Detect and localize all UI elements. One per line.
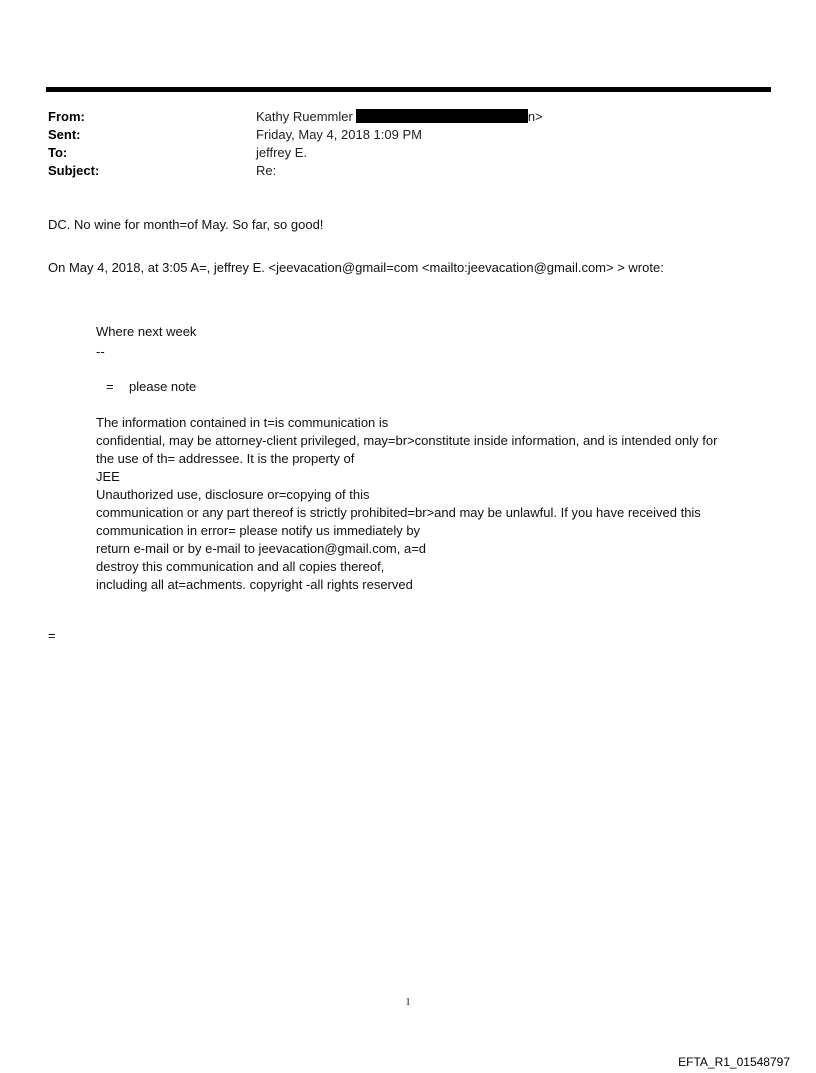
note-line — [96, 378, 776, 396]
note-equals: = — [106, 379, 114, 394]
email-header — [48, 108, 748, 180]
disclaimer-line: return e-mail or by e-mail to jeevacation@gmail.com, a=d — [96, 541, 427, 556]
disclaimer-line: JEE — [96, 469, 120, 484]
note-text: please note — [129, 379, 197, 394]
message-body-line: DC. No wine for month=of May. So far, so good! — [48, 217, 324, 232]
from-row — [48, 108, 748, 126]
bates-number: EFTA_R1_01548797 — [678, 1055, 790, 1069]
to-row — [48, 144, 748, 162]
sent-label: Sent: — [48, 127, 81, 142]
subject-value: Re: — [256, 163, 277, 178]
disclaimer-line: The information contained in t=is communication is — [96, 415, 389, 430]
reply-attribution: On May 4, 2018, at 3:05 A=, jeffrey E. <jeevacation@gmail=com <mailto:jeevacation@gmail.com> > wrote: — [48, 260, 664, 275]
confidentiality-disclaimer — [96, 414, 776, 594]
disclaimer-line: communication or any part thereof is strictly prohibited=br>and may be unlawful. If you have received this — [96, 505, 701, 520]
trailing-equals: = — [48, 628, 56, 643]
from-label: From: — [48, 109, 85, 124]
disclaimer-line: destroy this communication and all copies thereof, — [96, 559, 385, 574]
page-number: 1 — [405, 996, 411, 1008]
to-value: jeffrey E. — [256, 145, 308, 160]
redaction-bar — [356, 109, 528, 123]
signature-separator: -- — [96, 344, 105, 359]
from-value — [256, 108, 543, 126]
header-divider — [46, 87, 771, 92]
quoted-message — [96, 323, 776, 594]
disclaimer-line: communication in error= please notify us immediately by — [96, 523, 421, 538]
to-label: To: — [48, 145, 68, 160]
sent-row — [48, 126, 748, 144]
quoted-text: Where next week — [96, 324, 197, 339]
subject-row — [48, 162, 748, 180]
subject-label: Subject: — [48, 163, 100, 178]
disclaimer-line: the use of th= addressee. It is the property of — [96, 451, 355, 466]
disclaimer-line: Unauthorized use, disclosure or=copying of this — [96, 487, 370, 502]
sender-name: Kathy Ruemmler — [256, 109, 353, 124]
disclaimer-line: including all at=achments. copyright -all rights reserved — [96, 577, 413, 592]
disclaimer-line: confidential, may be attorney-client privileged, may=br>constitute inside information, and is intended only for — [96, 433, 718, 448]
sender-email-suffix: n> — [527, 109, 543, 124]
sent-value: Friday, May 4, 2018 1:09 PM — [256, 127, 422, 142]
